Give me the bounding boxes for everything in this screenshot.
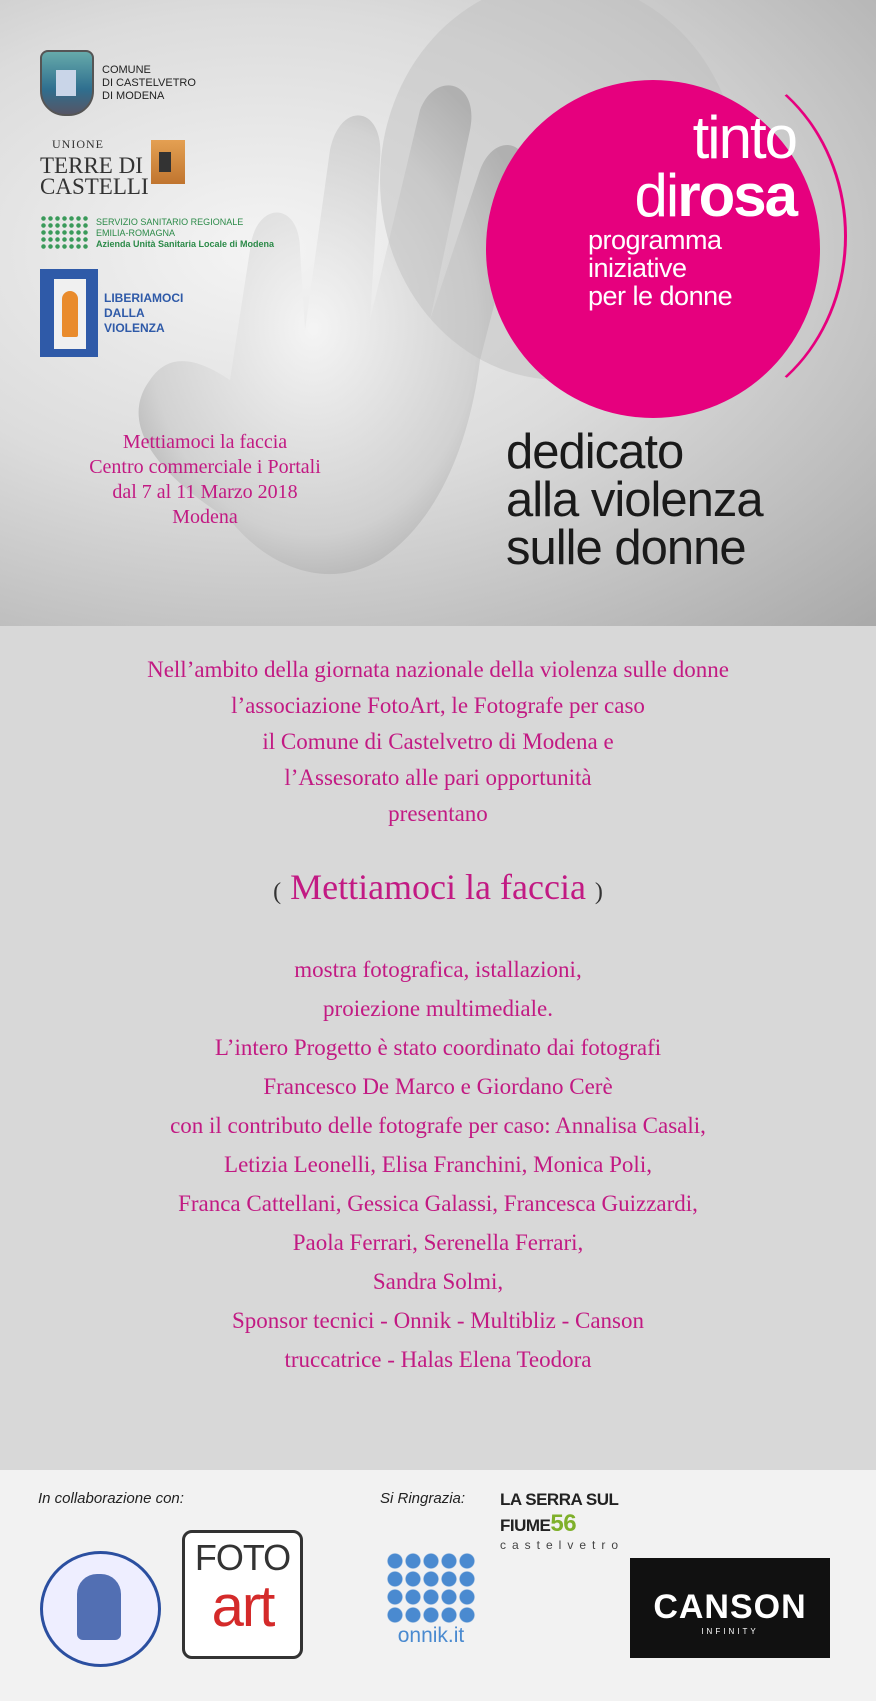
detail-line: Francesco De Marco e Giordano Cerè — [263, 1074, 613, 1099]
event-line: Mettiamoci la faccia — [122, 431, 288, 453]
unione-small: UNIONE — [52, 137, 104, 151]
ssr-line: SERVIZIO SANITARIO REGIONALE — [96, 216, 244, 227]
collab-label: In collaborazione con: — [38, 1490, 184, 1507]
intro-line: l’Assesorato alle pari opportunità — [284, 765, 592, 790]
liberiamoci-logo — [40, 269, 280, 357]
event-info — [20, 430, 390, 530]
detail-line: con il contributo delle fotografe per caso: Annalisa Casali, — [170, 1113, 706, 1138]
intro-paragraph — [0, 652, 876, 832]
serra-logo — [500, 1490, 670, 1552]
unione-big-2: CASTELLI — [40, 174, 149, 199]
brand-sub: iniziative — [588, 253, 687, 283]
fotoart-text-1: FOTO — [194, 1537, 291, 1578]
onnik-dots-icon — [386, 1552, 476, 1624]
canson-sub: INFINITY — [701, 1627, 759, 1636]
detail-line: Sponsor tecnici - Onnik - Multibliz - Canson — [231, 1308, 645, 1333]
dedication-line: alla violenza — [506, 473, 763, 527]
dedication-line: dedicato — [506, 425, 684, 479]
comune-line: DI MODENA — [102, 89, 165, 102]
serra-text: LA SERRA SUL FIUME — [500, 1490, 619, 1535]
serra-sub: castelvetro — [500, 1538, 625, 1552]
title-open: ( — [273, 879, 282, 905]
canson-text: CANSON — [653, 1588, 807, 1626]
serra-number: 56 — [550, 1510, 577, 1537]
detail-line: Franca Cattellani, Gessica Galassi, Francesca Guizzardi, — [178, 1191, 698, 1216]
unione-terre-logo — [40, 134, 280, 197]
coat-of-arms-icon — [40, 50, 94, 116]
detail-line: proiezione multimediale. — [323, 996, 553, 1021]
detail-line: Sandra Solmi, — [372, 1269, 504, 1294]
lib-line: VIOLENZA — [104, 320, 165, 335]
comune-line: DI CASTELVETRO — [102, 76, 196, 89]
onnik-logo — [376, 1552, 486, 1648]
ssr-line: EMILIA-ROMAGNA — [96, 227, 176, 238]
event-line: Modena — [172, 506, 238, 528]
comune-line: COMUNE — [102, 63, 151, 76]
brand-sub: per le donne — [588, 281, 733, 311]
brand-line2-b: rosa — [677, 162, 796, 229]
lib-line: DALLA — [104, 305, 145, 320]
thanks-label: Si Ringrazia: — [380, 1490, 466, 1507]
announcement-body — [0, 626, 876, 1379]
onnik-text: onnik.it — [397, 1624, 465, 1647]
intro-line: Nell’ambito della giornata nazionale della violenza sulle donne — [147, 657, 729, 682]
event-line: dal 7 al 11 Marzo 2018 — [112, 481, 298, 503]
title-text: Mettiamoci la faccia — [290, 867, 586, 907]
brand-line2-a: di — [634, 162, 678, 229]
dot-grid-icon — [40, 215, 88, 251]
fotoart-logo — [182, 1530, 303, 1659]
detail-line: truccatrice - Halas Elena Teodora — [284, 1347, 592, 1372]
ssr-logo — [40, 215, 280, 251]
partner-logos — [40, 50, 280, 375]
unione-big-1: TERRE DI — [40, 153, 143, 178]
lib-line: LIBERIAMOCI — [104, 290, 184, 305]
exhibit-title — [0, 866, 876, 908]
detail-line: L’intero Progetto è stato coordinato dai fotografi — [214, 1035, 662, 1060]
detail-line: Paola Ferrari, Serenella Ferrari, — [292, 1230, 584, 1255]
details-paragraph — [0, 950, 876, 1379]
fotoart-text-2: art — [211, 1574, 274, 1639]
ssr-line: Azienda Unità Sanitaria Locale di Modena — [96, 238, 275, 249]
gruppo-donne-seal-logo — [40, 1551, 161, 1667]
tower-icon — [151, 140, 185, 184]
brand-line1: tinto — [692, 104, 796, 171]
title-close: ) — [594, 879, 603, 905]
dedication-text — [506, 425, 763, 575]
door-figure-icon — [40, 269, 98, 357]
hero-banner — [0, 0, 876, 626]
detail-line: Letizia Leonelli, Elisa Franchini, Monica Poli, — [224, 1152, 652, 1177]
dedication-line: sulle donne — [506, 521, 746, 575]
comune-logo — [40, 50, 280, 116]
intro-line: l’associazione FotoArt, le Fotografe per caso — [231, 693, 645, 718]
brand-sub: programma — [588, 225, 722, 255]
intro-line: presentano — [388, 801, 488, 826]
brand-logo — [526, 104, 796, 311]
detail-line: mostra fotografica, istallazioni, — [294, 957, 582, 982]
event-line: Centro commerciale i Portali — [89, 456, 321, 478]
sponsor-footer — [0, 1470, 876, 1701]
canson-logo — [630, 1558, 830, 1658]
intro-line: il Comune di Castelvetro di Modena e — [262, 729, 614, 754]
brand-line2 — [526, 162, 796, 229]
